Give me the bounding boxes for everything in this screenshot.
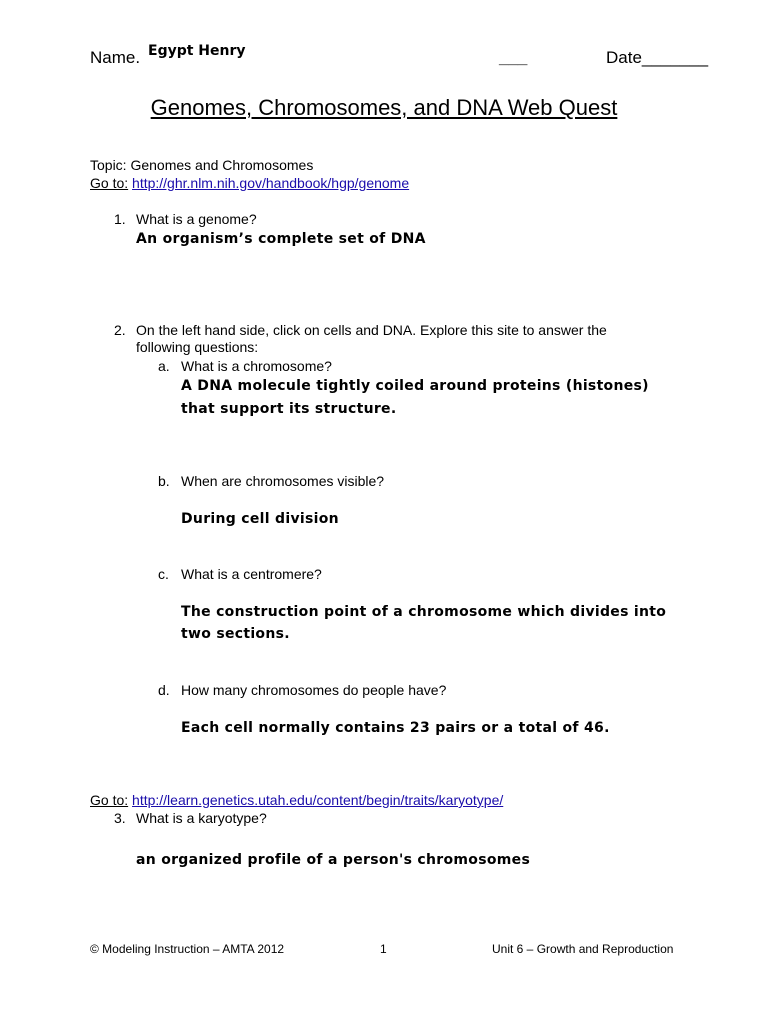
name-value: Egypt Henry bbox=[148, 43, 246, 59]
name-label: Name. bbox=[90, 48, 141, 67]
q2c-letter: c. bbox=[158, 566, 169, 582]
goto-line-1 bbox=[90, 175, 409, 192]
q2c-answer-line2: two sections. bbox=[181, 626, 290, 642]
footer-unit: Unit 6 – Growth and Reproduction bbox=[492, 942, 674, 956]
q2-question-line2: following questions: bbox=[136, 339, 259, 355]
q3-number: 3. bbox=[114, 810, 126, 826]
q2a-question: What is a chromosome? bbox=[181, 358, 332, 374]
goto-line-2 bbox=[90, 792, 503, 809]
q2d-letter: d. bbox=[158, 682, 170, 698]
page-number: 1 bbox=[380, 942, 387, 956]
date-label: Date_______ bbox=[606, 48, 709, 67]
q1-number: 1. bbox=[114, 211, 126, 227]
q1-answer: An organism’s complete set of DNA bbox=[136, 231, 426, 247]
goto-label: Go to: bbox=[90, 792, 129, 808]
q2a-answer-line1: A DNA molecule tightly coiled around proteins (histones) bbox=[181, 378, 649, 394]
q2c-answer-line1: The construction point of a chromosome which divides into bbox=[181, 604, 667, 620]
q2d-question: How many chromosomes do people have? bbox=[181, 682, 447, 698]
q2-number: 2. bbox=[114, 322, 126, 338]
karyotype-link[interactable]: http://learn.genetics.utah.edu/content/begin/traits/karyotype/ bbox=[132, 792, 504, 808]
q2b-answer: During cell division bbox=[181, 511, 339, 527]
q3-answer: an organized profile of a person's chromosomes bbox=[136, 852, 531, 868]
q2a-letter: a. bbox=[158, 358, 170, 374]
page-title: Genomes, Chromosomes, and DNA Web Quest bbox=[150, 95, 618, 120]
blank-line: ___ bbox=[499, 48, 528, 67]
q2d-answer: Each cell normally contains 23 pairs or a total of 46. bbox=[181, 720, 610, 736]
goto-label: Go to: bbox=[90, 175, 129, 191]
q2a-answer-line2: that support its structure. bbox=[181, 401, 397, 417]
q1-question: What is a genome? bbox=[136, 211, 257, 227]
q3-question: What is a karyotype? bbox=[136, 810, 267, 826]
q2b-question: When are chromosomes visible? bbox=[181, 473, 385, 489]
q2-question-line1: On the left hand side, click on cells and DNA. Explore this site to answer the bbox=[136, 322, 607, 338]
topic-label: Topic: Genomes and Chromosomes bbox=[90, 157, 314, 173]
footer-copyright: © Modeling Instruction – AMTA 2012 bbox=[90, 942, 285, 956]
q2c-question: What is a centromere? bbox=[181, 566, 322, 582]
genome-link[interactable]: http://ghr.nlm.nih.gov/handbook/hgp/genome bbox=[132, 175, 410, 191]
q2b-letter: b. bbox=[158, 473, 170, 489]
